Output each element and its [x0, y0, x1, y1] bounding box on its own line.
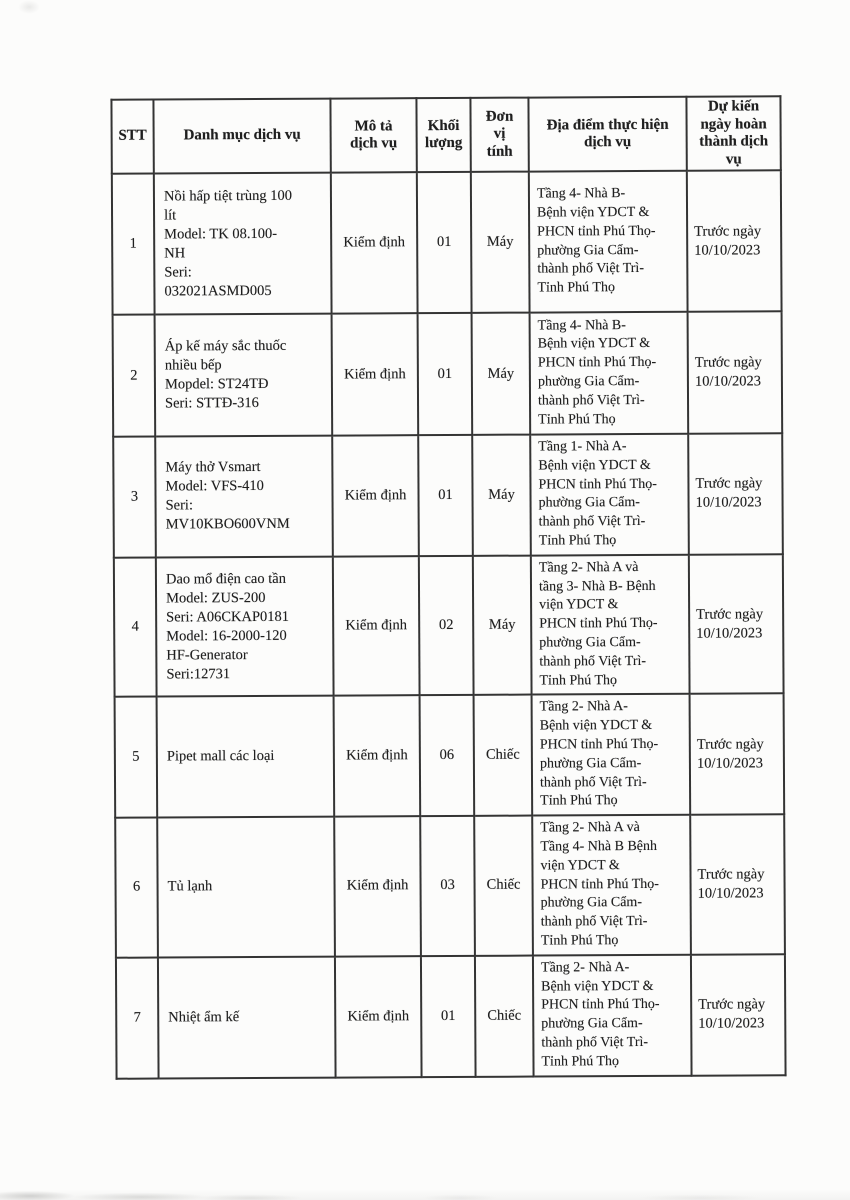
cell-khoi-luong: 06 — [420, 695, 475, 816]
cell-danh-muc: Áp kế máy sắc thuốc nhiều bếp Mopdel: ST24TĐ Seri: STTĐ-316 — [155, 314, 333, 437]
scan-noise-bottom-edge — [0, 1174, 850, 1200]
cell-dia-diem: Tầng 1- Nhà A- Bệnh viện YDCT & PHCN tỉnh Phú Thọ- phường Gia Cẩm- thành phố Việt Trì- Tỉnh Phú Thọ — [530, 434, 689, 556]
table-row — [114, 554, 784, 697]
cell-khoi-luong: 01 — [417, 172, 472, 313]
header-du-kien: Dự kiến ngày hoàn thành dịch vụ — [686, 96, 780, 170]
header-dia-diem: Địa điểm thực hiện dịch vụ — [528, 97, 686, 172]
cell-khoi-luong: 01 — [421, 956, 476, 1077]
cell-du-kien: Trước ngày 10/10/2023 — [690, 694, 785, 815]
cell-dia-diem: Tầng 4- Nhà B- Bệnh viện YDCT & PHCN tỉnh Phú Thọ- phường Gia Cẩm- thành phố Việt Trì- Tỉnh Phú Thọ — [530, 312, 689, 435]
cell-stt: 4 — [114, 557, 157, 697]
cell-mo-ta: Kiểm định — [332, 313, 419, 435]
cell-stt: 2 — [113, 315, 156, 437]
cell-khoi-luong: 02 — [419, 556, 474, 696]
cell-danh-muc: Dao mổ điện cao tần Model: ZUS-200 Seri: A06CKAP0181 Model: 16-2000-120 HF-Generator Seri:12731 — [156, 556, 334, 697]
cell-mo-ta: Kiểm định — [335, 956, 422, 1077]
cell-stt: 6 — [115, 818, 158, 958]
cell-stt: 3 — [113, 437, 156, 558]
cell-stt: 1 — [112, 174, 155, 315]
cell-mo-ta: Kiểm định — [333, 556, 420, 696]
cell-mo-ta: Kiểm định — [334, 696, 421, 817]
cell-du-kien: Trước ngày 10/10/2023 — [691, 954, 786, 1075]
cell-du-kien: Trước ngày 10/10/2023 — [688, 311, 783, 433]
cell-don-vi: Máy — [471, 172, 530, 313]
cell-mo-ta: Kiểm định — [334, 816, 421, 956]
cell-du-kien: Trước ngày 10/10/2023 — [689, 554, 784, 694]
header-khoi-luong: Khối lượng — [416, 98, 470, 172]
cell-khoi-luong: 03 — [420, 816, 475, 956]
service-table — [110, 95, 786, 1079]
header-danh-muc: Danh mục dịch vụ — [153, 99, 330, 174]
table-row — [113, 311, 783, 437]
table-row — [116, 954, 786, 1078]
cell-dia-diem: Tầng 2- Nhà A- Bệnh viện YDCT & PHCN tỉnh Phú Thọ- phường Gia Cẩm- thành phố Việt Trì- Tỉnh Phú Thọ — [533, 954, 692, 1076]
table-row — [113, 433, 783, 557]
cell-danh-muc: Pipet mall các loại — [157, 696, 335, 818]
cell-du-kien: Trước ngày 10/10/2023 — [688, 433, 783, 554]
cell-don-vi: Máy — [472, 435, 531, 556]
cell-danh-muc: Nhiệt ẩm kế — [158, 956, 336, 1078]
cell-don-vi: Chiếc — [474, 816, 533, 956]
cell-dia-diem: Tầng 2- Nhà A và Tầng 4- Nhà B Bệnh viện YDCT & PHCN tỉnh Phú Thọ- phường Gia Cẩm- thành phố Việt Trì- Tỉnh Phú Thọ — [532, 815, 691, 955]
cell-mo-ta: Kiểm định — [331, 172, 418, 313]
cell-dia-diem: Tầng 4- Nhà B- Bệnh viện YDCT & PHCN tỉnh Phú Thọ- phường Gia Cẩm- thành phố Việt Trì- Tỉnh Phú Thọ — [529, 171, 688, 313]
cell-stt: 5 — [115, 697, 158, 818]
cell-danh-muc: Nồi hấp tiệt trùng 100 lít Model: TK 08.100- NH Seri: 032021ASMD005 — [154, 173, 332, 315]
cell-du-kien: Trước ngày 10/10/2023 — [690, 814, 785, 954]
cell-khoi-luong: 01 — [418, 435, 473, 556]
table-row — [115, 814, 785, 957]
cell-dia-diem: Tầng 2- Nhà A- Bệnh viện YDCT & PHCN tỉnh Phú Thọ- phường Gia Cẩm- thành phố Việt Trì- Tỉnh Phú Thọ — [532, 694, 691, 816]
table-header-row — [111, 96, 780, 174]
cell-don-vi: Máy — [473, 555, 532, 695]
table-row — [112, 170, 782, 315]
scan-smudge-top-left — [18, 0, 40, 14]
cell-dia-diem: Tầng 2- Nhà A và tầng 3- Nhà B- Bệnh viện YDCT & PHCN tỉnh Phú Thọ- phường Gia Cẩm- thành phố Việt Trì- Tỉnh Phú Thọ — [531, 555, 690, 695]
cell-du-kien: Trước ngày 10/10/2023 — [687, 170, 782, 311]
cell-stt: 7 — [116, 957, 159, 1078]
cell-mo-ta: Kiểm định — [332, 435, 419, 556]
cell-danh-muc: Máy thở Vsmart Model: VFS-410 Seri: MV10KBO600VNM — [155, 436, 333, 558]
header-don-vi: Đơn vị tính — [470, 98, 528, 172]
cell-khoi-luong: 01 — [418, 313, 473, 435]
cell-danh-muc: Tủ lạnh — [157, 817, 335, 958]
header-stt: STT — [111, 100, 153, 174]
cell-don-vi: Chiếc — [475, 955, 534, 1076]
table-row — [115, 694, 785, 818]
header-mo-ta: Mô tả dịch vụ — [330, 98, 416, 172]
cell-don-vi: Chiếc — [474, 695, 533, 816]
cell-don-vi: Máy — [472, 313, 531, 435]
